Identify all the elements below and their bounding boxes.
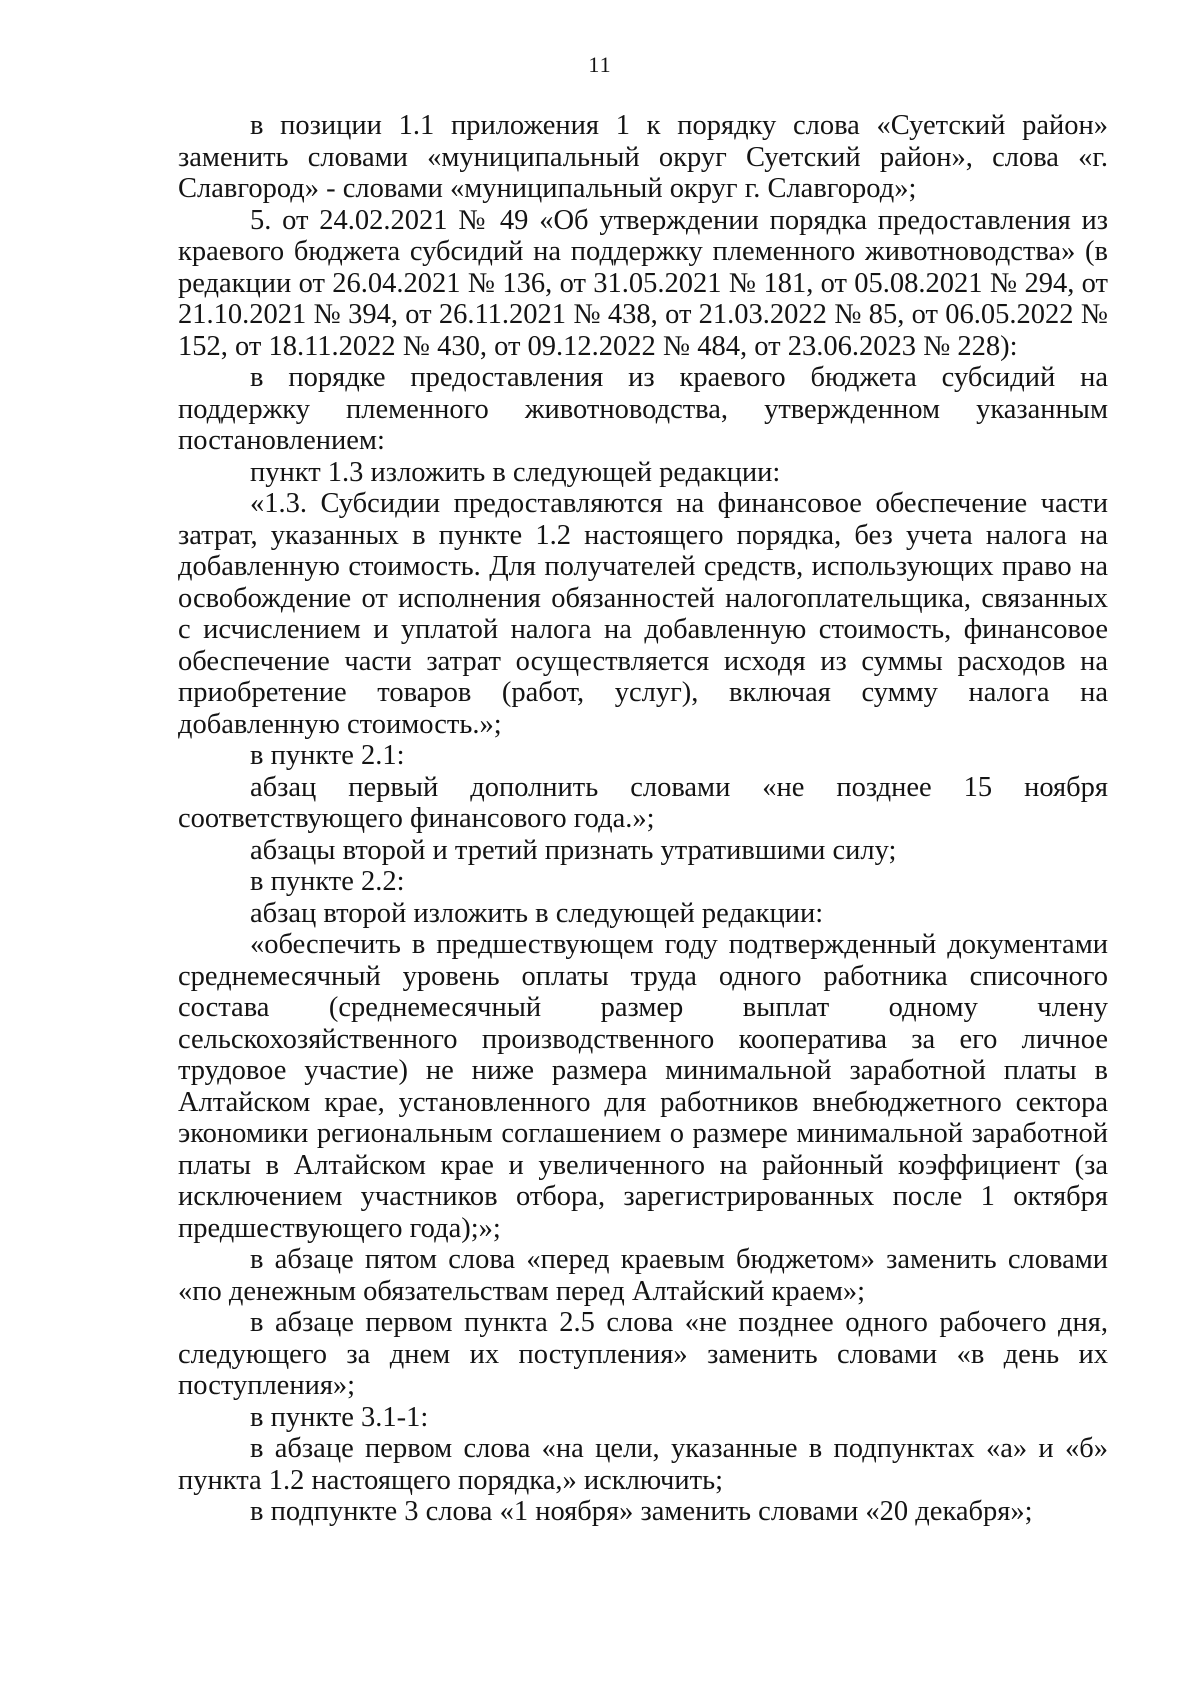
paragraph: в абзаце первом пункта 2.5 слова «не позднее одного рабочего дня, следующего за днем их поступления» заменить словами «в день их поступления»; [178,1307,1108,1401]
paragraph: в подпункте 3 слова «1 ноября» заменить словами «20 декабря»; [250,1496,1033,1527]
paragraph: в абзаце первом слова «на цели, указанные в подпунктах «а» и «б» пункта 1.2 настоящего порядка,» исключить; [178,1433,1108,1496]
document-body [178,110,1108,1528]
paragraph: в пункте 3.1-1: [250,1401,429,1433]
page-number: 11 [588,52,612,77]
paragraph: в пункте 2.1: [250,740,405,771]
paragraph: «1.3. Субсидии предоставляются на финансовое обеспечение части затрат, указанных в пункте 1.2 настоящего порядка, без учета налога на добавленную стоимость. Для получателей средств, использующих право на освобождение от исполнения обязанностей налогоплательщика, связанных с исчислением и уплатой налога на добавленную стоимость, финансовое обеспечение части затрат осуществляется исходя из суммы расходов на приобретение товаров (работ, услуг), включая сумму налога на добавленную стоимость.»; [178,488,1108,740]
paragraph: пункт 1.3 изложить в следующей редакции: [250,456,781,488]
paragraph: в порядке предоставления из краевого бюджета субсидий на поддержку племенного животноводства, утвержденном указанным постановлением: [178,362,1108,456]
paragraph: абзац второй изложить в следующей редакции: [250,897,824,929]
paragraph: абзацы второй и третий признать утратившими силу; [250,834,897,866]
paragraph: абзац первый дополнить словами «не позднее 15 ноября соответствующего финансового года.»; [178,771,1108,834]
paragraph: в абзаце пятом слова «перед краевым бюджетом» заменить словами «по денежным обязательствам перед Алтайский краем»; [178,1244,1108,1307]
paragraph: «обеспечить в предшествующем году подтвержденный документами среднемесячный уровень оплаты труда одного работника списочного состава (среднемесячный размер выплат одному члену сельскохозяйственного производственного кооператива за его личное трудовое участие) не ниже размера минимальной заработной платы в Алтайском крае, установленного для работников внебюджетного сектора экономики региональным соглашением о размере минимальной заработной платы в Алтайском крае и увеличенного на районный коэффициент (за исключением участников отбора, зарегистрированных после 1 октября предшествующего года);»; [178,929,1108,1244]
paragraph: 5. от 24.02.2021 № 49 «Об утверждении порядка предоставления из краевого бюджета субсидий на поддержку племенного животноводства» (в редакции от 26.04.2021 № 136, от 31.05.2021 № 181, от 05.08.2021 № 294, от 21.10.2021 № 394, от 26.11.2021 № 438, от 21.03.2022 № 85, от 06.05.2022 № 152, от 18.11.2022 № 430, от 09.12.2022 № 484, от 23.06.2023 № 228): [178,204,1108,362]
paragraph: в позиции 1.1 приложения 1 к порядку слова «Суетский район» заменить словами «муниципальный округ Суетский район», слова «г. Славгород» - словами «муниципальный округ г. Славгород»; [178,110,1108,204]
paragraph: в пункте 2.2: [250,866,405,897]
